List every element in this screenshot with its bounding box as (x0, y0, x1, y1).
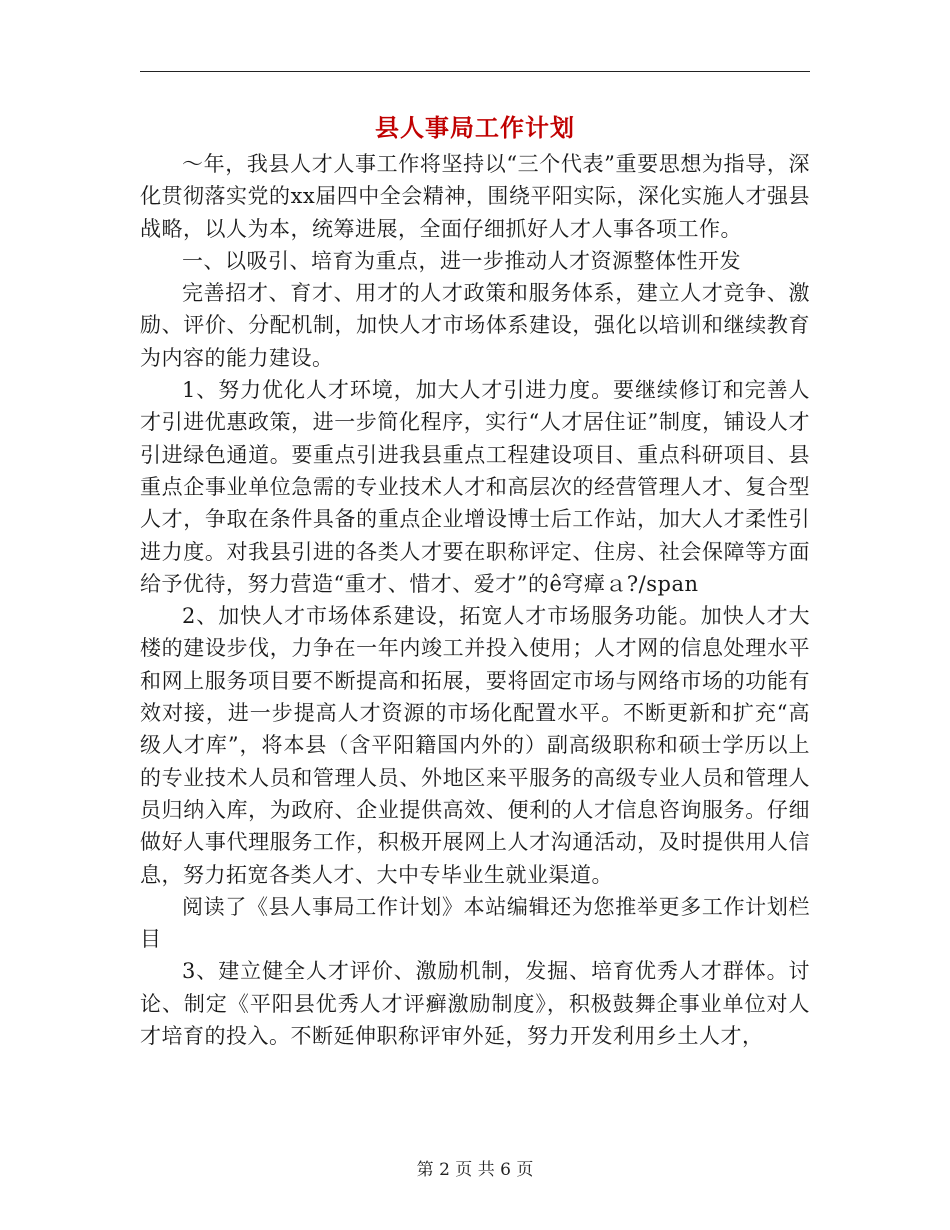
recommendation-note: 阅读了《县人事局工作计划》本站编辑还为您推举更多工作计划栏目 (140, 894, 810, 952)
section-heading: 一、以吸引、培育为重点，进一步推动人才资源整体性开发 (182, 248, 741, 273)
body-paragraph: 2、加快人才市场体系建设，拓宽人才市场服务功能。加快人才大楼的建设步伐，力争在一年内竣工并投入使用；人才网的信息处理水平和网上服务项目要不断提高和拓展，要将固定市场与网络市场的功能有效对接，进一步提高人才资源的市场化配置水平。不断更新和扩充“高级人才库”，将本县（含平阳籍国内外的）副高级职称和硕士学历以上的专业技术人员和管理人员、外地区来平服务的高级专业人员和管理人员归纳入库，为政府、企业提供高效、便利的人才信息咨询服务。仔细做好人事代理服务工作，积极开展网上人才沟通活动，及时提供用人信息，努力拓宽各类人才、大中专毕业生就业渠道。 (140, 604, 810, 887)
page-number: 第 2 页 共 6 页 (416, 1160, 534, 1180)
body-paragraph: 1、努力优化人才环境，加大人才引进力度。要继续修订和完善人才引进优惠政策，进一步简化程序，实行“人才居住证”制度，铺设人才引进绿色通道。要重点引进我县重点工程建设项目、重点科研项目、县重点企事业单位急需的专业技术人才和高层次的经营管理人才、复合型人才，争取在条件具备的重点企业增设博士后工作站，加大人才柔性引进力度。对我县引进的各类人才要在职称评定、住房、社会保障等方面给予优待，努力营造“重才、惜才、爱才”的ê穹瘴ａ?/span (140, 378, 810, 596)
document-title: 县人事局工作计划 (375, 113, 575, 142)
body-paragraph: 3、建立健全人才评价、激励机制，发掘、培育优秀人才群体。讨论、制定《平阳县优秀人才评癣激励制度》，积极鼓舞企事业单位对人才培育的投入。不断延伸职称评审外延，努力开发利用乡土人才， (140, 959, 810, 1049)
body-paragraph: 完善招才、育才、用才的人才政策和服务体系，建立人才竞争、激励、评价、分配机制，加快人才市场体系建设，强化以培训和继续教育为内容的能力建设。 (140, 281, 810, 370)
document-body (140, 148, 810, 1052)
intro-paragraph: ～年，我县人才人事工作将坚持以“三个代表”重要思想为指导，深化贯彻落实党的xx届四中全会精神，围绕平阳实际，深化实施人才强县战略，以人为本，统筹进展，全面仔细抓好人才人事各项工作。 (140, 152, 810, 241)
header-rule (140, 71, 810, 72)
